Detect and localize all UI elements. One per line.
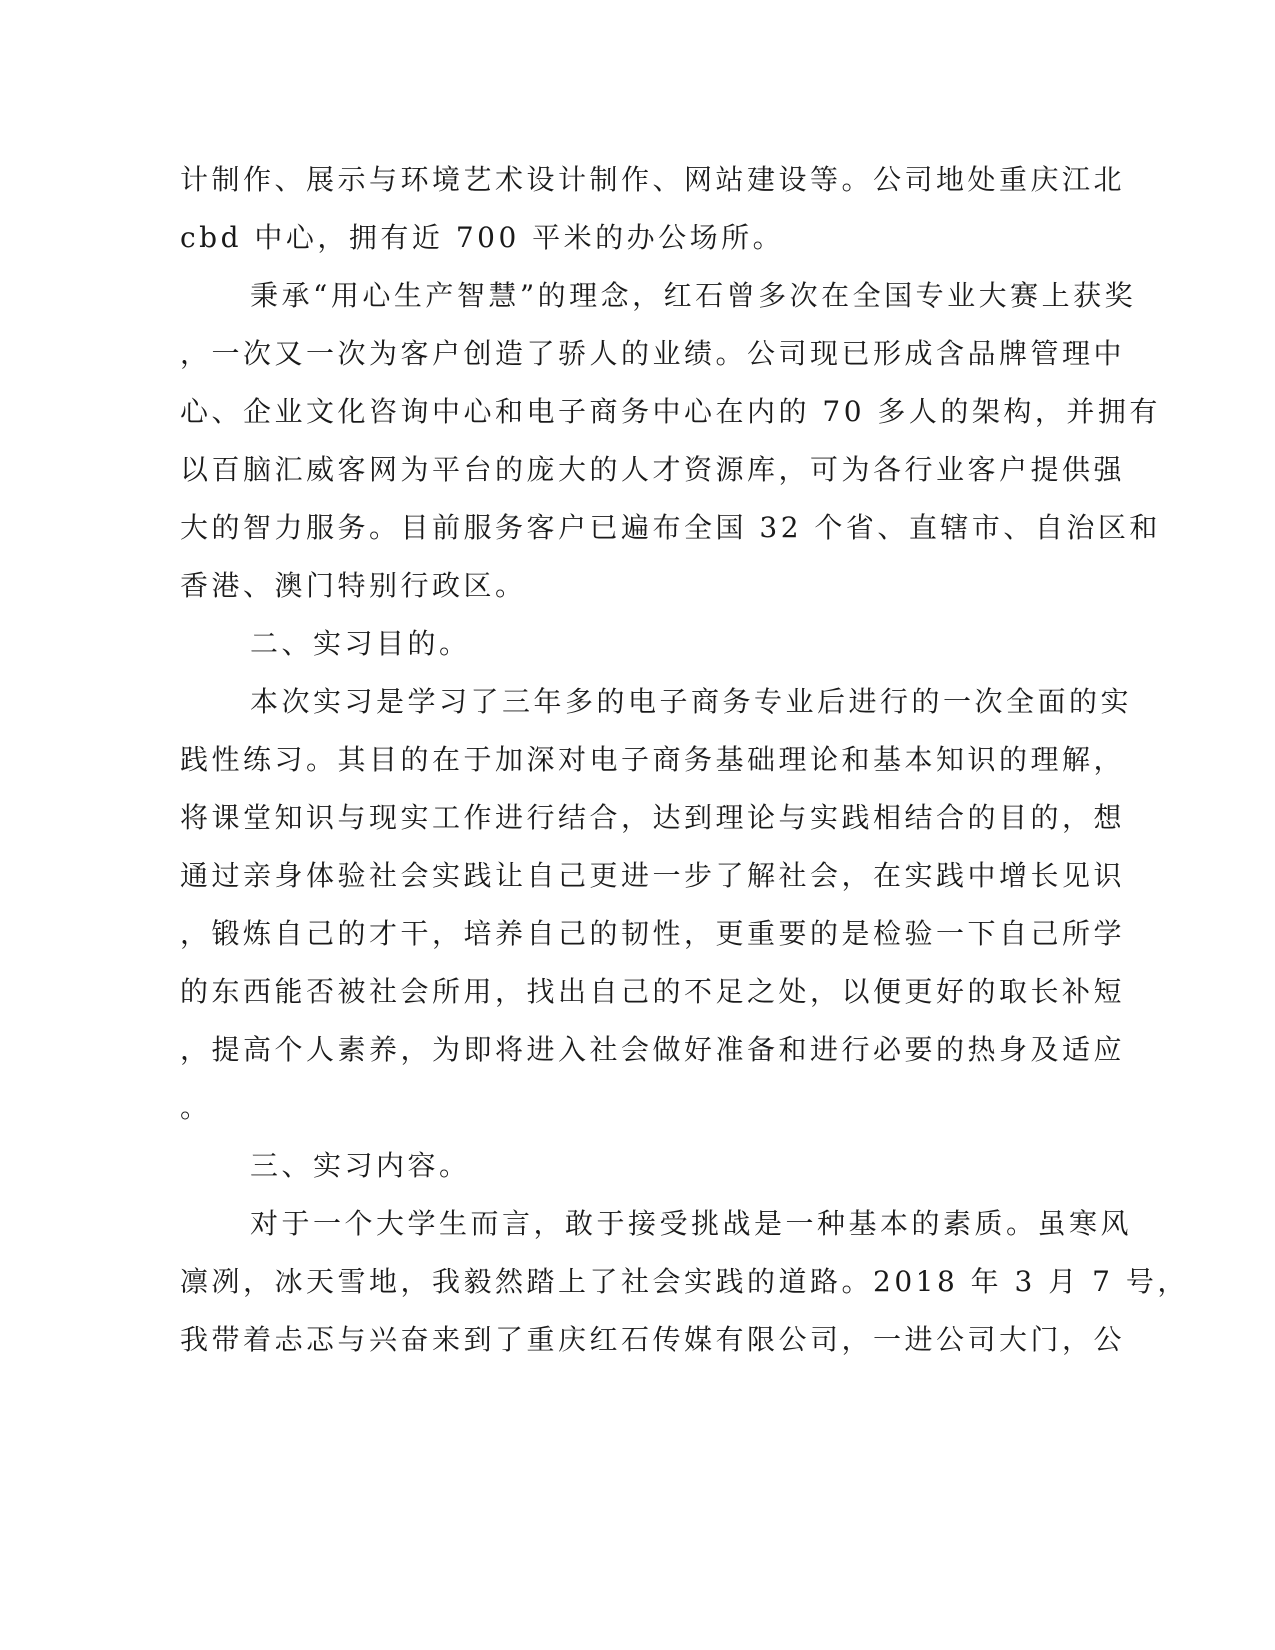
text-line: 凛冽，冰天雪地，我毅然踏上了社会实践的道路。2018 年 3 月 7 号，: [180, 1265, 1189, 1298]
section-heading: 二、实习目的。: [250, 627, 471, 660]
text-line: 心、企业文化咨询中心和电子商务中心在内的 70 多人的架构，并拥有: [180, 395, 1161, 428]
text-line: 。: [180, 1091, 212, 1124]
text-line: 的东西能否被社会所用，找出自己的不足之处，以便更好的取长补短: [180, 975, 1126, 1008]
text-line: 香港、澳门特别行政区。: [180, 569, 527, 602]
text-line: 通过亲身体验社会实践让自己更进一步了解社会，在实践中增长见识: [180, 859, 1126, 892]
text-line: ，一次又一次为客户创造了骄人的业绩。公司现已形成含品牌管理中: [180, 337, 1126, 370]
text-line: 计制作、展示与环境艺术设计制作、网站建设等。公司地处重庆江北: [180, 163, 1126, 196]
text-line: ，锻炼自己的才干，培养自己的韧性，更重要的是检验一下自己所学: [180, 917, 1126, 950]
paragraph-first-line: 对于一个大学生而言，敢于接受挑战是一种基本的素质。虽寒风: [250, 1207, 1133, 1240]
text-line: 以百脑汇威客网为平台的庞大的人才资源库，可为各行业客户提供强: [180, 453, 1126, 486]
text-line: 大的智力服务。目前服务客户已遍布全国 32 个省、直辖市、自治区和: [180, 511, 1161, 544]
paragraph-first-line: 秉承“用心生产智慧”的理念，红石曾多次在全国专业大赛上获奖: [250, 279, 1137, 312]
section-heading: 三、实习内容。: [250, 1149, 471, 1182]
paragraph-first-line: 本次实习是学习了三年多的电子商务专业后进行的一次全面的实: [250, 685, 1133, 718]
text-line: 将课堂知识与现实工作进行结合，达到理论与实践相结合的目的，想: [180, 801, 1126, 834]
text-line: cbd 中心，拥有近 700 平米的办公场所。: [180, 221, 785, 254]
text-line: 我带着忐忑与兴奋来到了重庆红石传媒有限公司，一进公司大门，公: [180, 1323, 1126, 1356]
text-line: ，提高个人素养，为即将进入社会做好准备和进行必要的热身及适应: [180, 1033, 1126, 1066]
text-line: 践性练习。其目的在于加深对电子商务基础理论和基本知识的理解，: [180, 743, 1126, 776]
